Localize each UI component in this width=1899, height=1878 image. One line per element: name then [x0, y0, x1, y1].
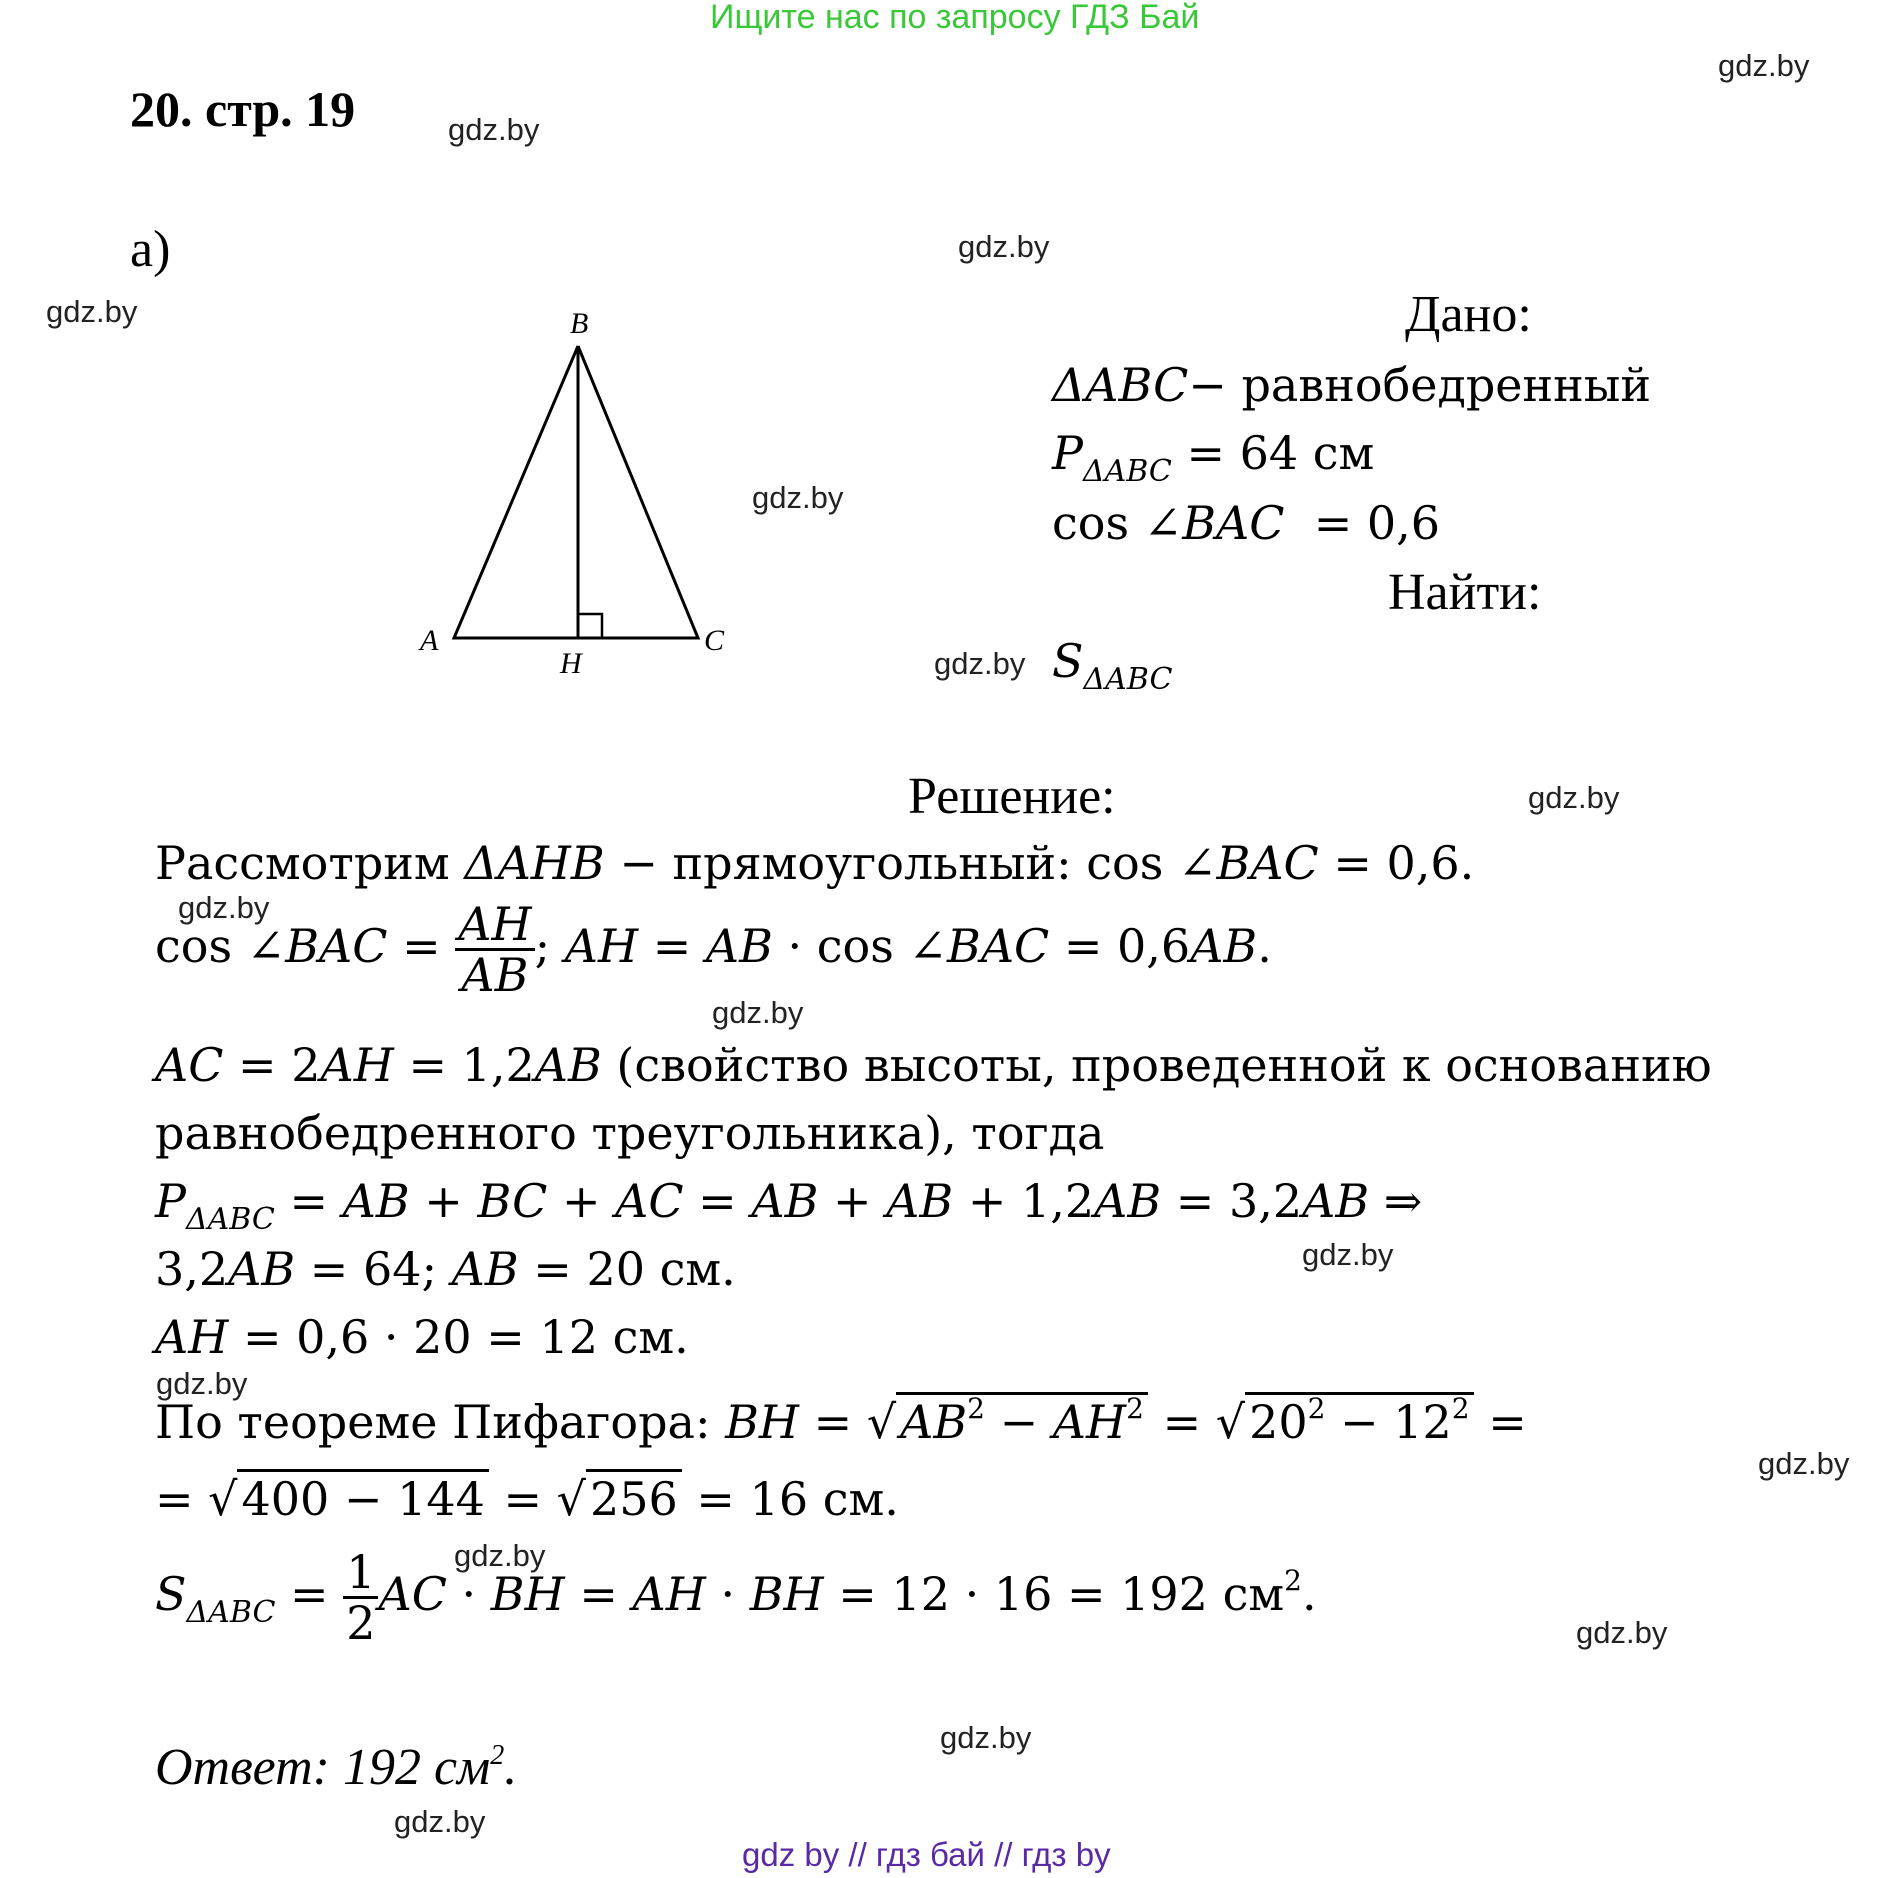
- given-isosceles: [1052, 358, 1651, 412]
- watermark: gdz.by: [752, 480, 844, 515]
- point-h-label: H: [560, 647, 582, 680]
- solution-line-10: $S_{\Delta ABC}$ = $\frac{1}{2}$ AC · BH = AH · BH = 12 · 16 = 192 $см^2$.: [155, 1545, 1317, 1651]
- solution-line-1: Рассмотрим ΔAHB − прямоугольный: cos ∠BAC = 0,6.: [155, 836, 1475, 890]
- search-banner: Ищите нас по запросу ГДЗ Бай: [710, 0, 1200, 36]
- watermark: gdz.by: [1576, 1615, 1668, 1650]
- watermark: gdz.by: [940, 1720, 1032, 1755]
- watermark: gdz.by: [958, 229, 1050, 264]
- part-label: а): [130, 221, 171, 278]
- vertex-b-label: B: [570, 307, 589, 340]
- watermark: gdz.by: [156, 1366, 248, 1401]
- watermark: gdz.by: [178, 890, 270, 925]
- watermark: gdz.by: [712, 995, 804, 1030]
- solution-line-9: = √400 − 144 = √256 = 16 см.: [155, 1472, 899, 1526]
- solution-title: Решение:: [908, 768, 1116, 825]
- given-title: Дано:: [1405, 286, 1532, 343]
- fraction-ah-ab: $\frac{AH}{AB}$: [455, 900, 534, 1000]
- solution-line-6: 3,2AB = 64; AB = 20 см.: [155, 1242, 736, 1296]
- given-cosine: cos ∠BAC = 0,6: [1052, 496, 1441, 550]
- watermark: gdz.by: [1528, 780, 1620, 815]
- triangle-abc: [454, 346, 698, 638]
- sqrt-256: √256: [557, 1472, 682, 1526]
- sqrt-20-12: $√20^2 - 12^2$: [1216, 1392, 1474, 1449]
- watermark: gdz.by: [448, 112, 540, 147]
- solution-line-8: По теореме Пифагора: BH = $√AB^2 - AH^2 = √20^2 - 12^2$ =: [155, 1392, 1527, 1449]
- right-angle-mark: [578, 614, 602, 638]
- vertex-c-label: C: [704, 624, 725, 657]
- watermark: gdz.by: [46, 294, 138, 329]
- answer: Ответ: 192 $см^2$.: [155, 1739, 518, 1796]
- solution-line-2: cos ∠BAC = $\frac{AH}{AB}$ ; AH = AB · cos ∠BAC = 0,6AB.: [155, 897, 1272, 1003]
- fraction-one-half: $\frac{1}{2}$: [343, 1548, 378, 1648]
- find-title: Найти:: [1388, 564, 1542, 621]
- given-perimeter: $P_{\Delta ABC} = 64$ см: [1052, 426, 1375, 489]
- sqrt-400-144: √400 − 144: [208, 1472, 489, 1526]
- solution-line-3: AC = 2AH = 1,2AB (свойство высоты, проведенной к основанию: [155, 1038, 1712, 1092]
- watermark: gdz.by: [394, 1804, 486, 1839]
- sqrt-ab-ah: $√AB^2 - AH^2$: [867, 1392, 1148, 1449]
- watermark: gdz.by: [1758, 1446, 1850, 1481]
- isosceles-text: − равнобедренный: [1188, 358, 1652, 412]
- solution-line-5: $P_{\Delta ABC}$ = AB + BC + AC = AB + AB + 1,2AB = 3,2AB ⇒: [155, 1174, 1423, 1237]
- solution-line-7: AH = 0,6 · 20 = 12 см.: [155, 1310, 689, 1364]
- watermark: gdz.by: [454, 1538, 546, 1573]
- footer-links: gdz by // гдз бай // гдз by: [742, 1836, 1111, 1873]
- triangle-figure: [400, 300, 760, 680]
- watermark: gdz.by: [934, 646, 1026, 681]
- triangle-symbol: ΔABC: [1052, 358, 1189, 412]
- solution-line-4: равнобедренного треугольника), тогда: [155, 1106, 1105, 1160]
- exercise-heading: 20. стр. 19: [130, 81, 356, 137]
- watermark: gdz.by: [1302, 1237, 1394, 1272]
- find-area: $S_{\Delta ABC}$: [1052, 634, 1173, 697]
- vertex-a-label: A: [420, 624, 439, 657]
- watermark: gdz.by: [1718, 48, 1810, 83]
